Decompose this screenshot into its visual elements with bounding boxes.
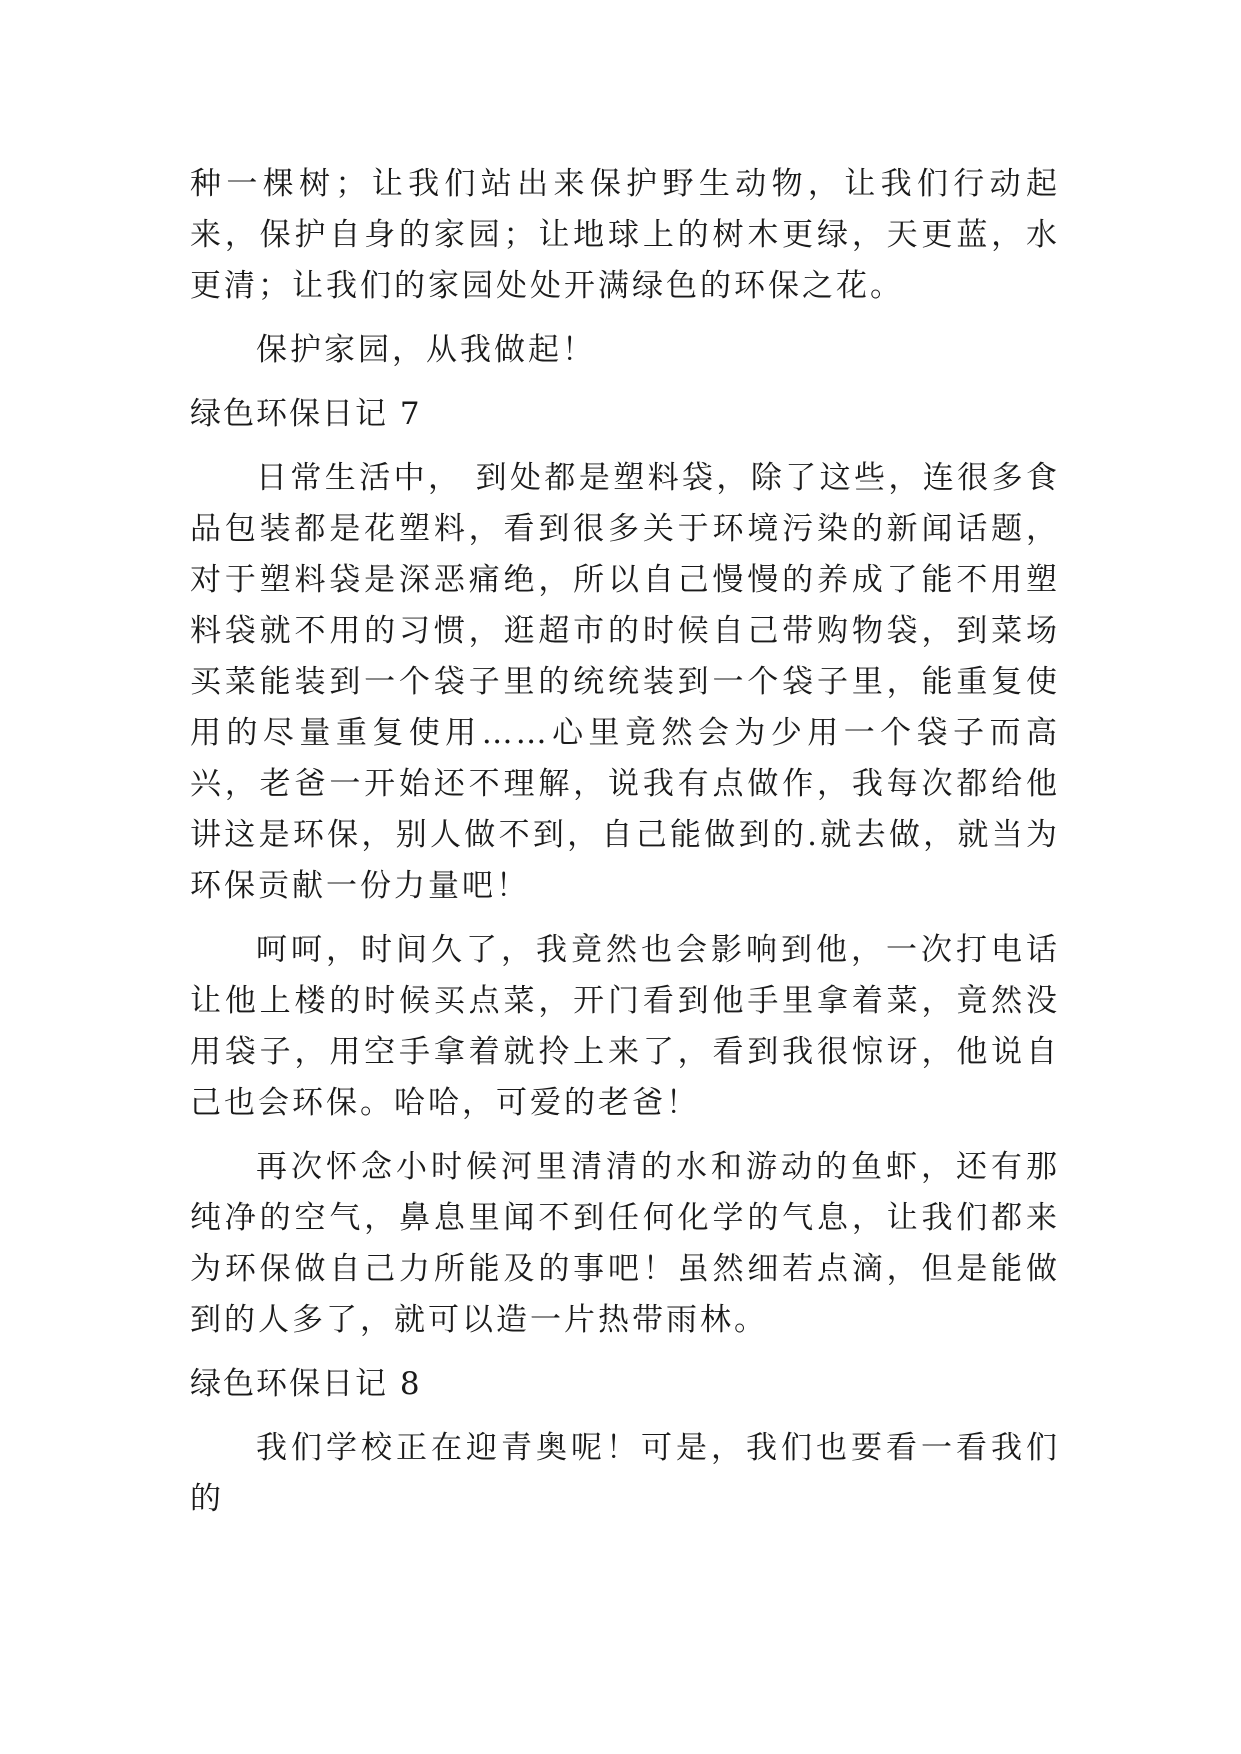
paragraph-plant-trees: 种一棵树；让我们站出来保护野生动物，让我们行动起来，保护自身的家园；让地球上的树木更绿，天更蓝，水更清；让我们的家园处处开满绿色的环保之花。 [190, 166, 1060, 304]
paragraph-childhood-memory: 再次怀念小时候河里清清的水和游动的鱼虾，还有那纯净的空气，鼻息里闻不到任何化学的气息，让我们都来为环保做自己力所能及的事吧！虽然细若点滴，但是能做到的人多了，就可以造一片热带雨林。 [190, 1149, 1060, 1338]
paragraph-youth-olympics: 我们学校正在迎青奥呢！可是，我们也要看一看我们的 [190, 1430, 1060, 1517]
paragraph-protect-home-slogan: 保护家园，从我做起！ [256, 332, 596, 368]
paragraph-dad-environment: 呵呵，时间久了，我竟然也会影响到他，一次打电话让他上楼的时候买点菜，开门看到他手里拿着菜，竟然没用袋子，用空手拿着就拎上来了，看到我很惊讶，他说自己也会环保。哈哈，可爱的老爸！ [190, 932, 1060, 1121]
section-title-diary-7: 绿色环保日记 7 [190, 396, 422, 432]
document-body [190, 159, 1060, 1538]
section-title-diary-8: 绿色环保日记 8 [190, 1366, 422, 1402]
paragraph-plastic-bags: 日常生活中， 到处都是塑料袋，除了这些，连很多食品包装都是花塑料，看到很多关于环境污染的新闻话题，对于塑料袋是深恶痛绝，所以自己慢慢的养成了能不用塑料袋就不用的习惯，逛超市的时候自己带购物袋，到菜场买菜能装到一个袋子里的统统装到一个袋子里，能重复使用的尽量重复使用……心里竟然会为少用一个袋子而高兴，老爸一开始还不理解，说我有点做作，我每次都给他讲这是环保，别人做不到，自己能做到的.就去做，就当为环保贡献一份力量吧！ [190, 460, 1060, 904]
